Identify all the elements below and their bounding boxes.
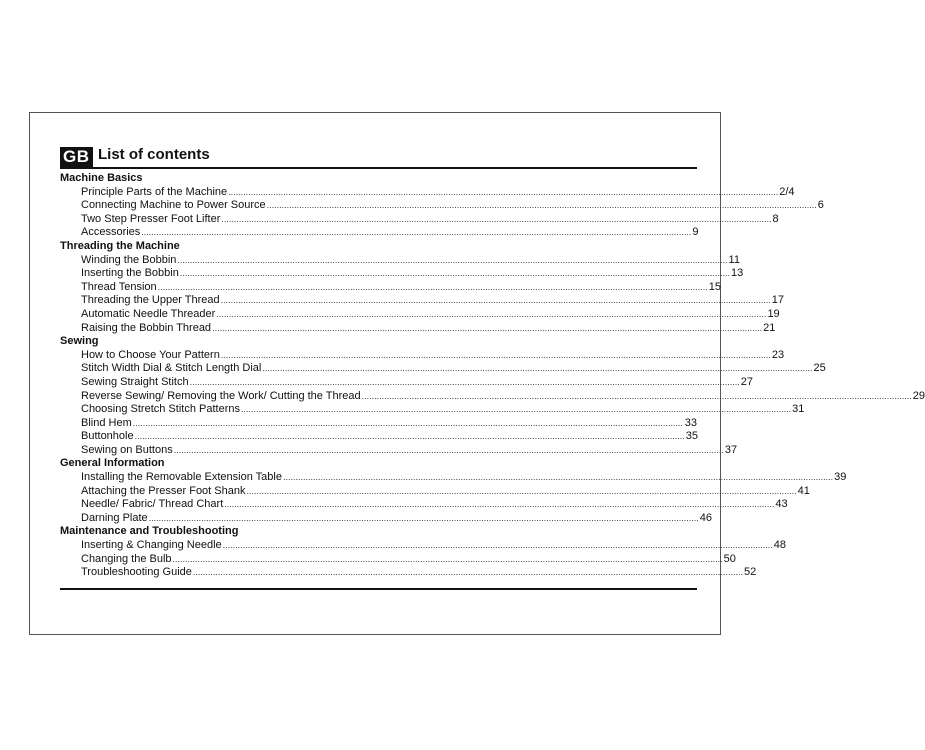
dot-leader: ............................................................................................................................................................................................................................	[192, 567, 743, 578]
toc-entry	[60, 321, 776, 336]
toc-entry	[60, 484, 810, 499]
dot-leader: ............................................................................................................................................................................................................................	[246, 485, 797, 496]
toc-entry	[60, 430, 697, 444]
entry-page-number: 8	[772, 212, 779, 225]
dot-leader: ............................................................................................................................................................................................................................	[189, 376, 740, 387]
entry-page-number: 50	[723, 552, 736, 565]
bottom-rule	[60, 588, 697, 590]
entry-label: Winding the Bobbin	[81, 253, 177, 266]
entry-page-number: 43	[775, 498, 788, 511]
entry-label: Choosing Stretch Stitch Patterns	[81, 403, 240, 416]
toc-header	[60, 145, 697, 167]
entry-label: Darning Plate	[81, 511, 148, 524]
toc-entry	[60, 471, 847, 485]
toc-entry	[60, 443, 738, 458]
dot-leader: ............................................................................................................................................................................................................................	[220, 295, 771, 306]
dot-leader: ............................................................................................................................................................................................................................	[172, 553, 723, 564]
toc-entry	[60, 375, 753, 390]
toc-entry	[60, 362, 826, 376]
entry-page-number: 52	[744, 566, 757, 579]
toc-entry	[60, 403, 805, 417]
entry-label: Installing the Removable Extension Table	[81, 471, 282, 484]
language-badge: GB	[60, 147, 93, 167]
toc-entry	[60, 280, 721, 295]
dot-leader: ............................................................................................................................................................................................................................	[222, 540, 773, 551]
section-heading: Threading the Machine	[60, 239, 180, 252]
entry-label: Blind Hem	[81, 416, 132, 429]
entry-label: Accessories	[81, 226, 141, 239]
entry-page-number: 39	[834, 471, 847, 484]
entry-label: Raising the Bobbin Thread	[81, 321, 212, 334]
toc-entry	[60, 389, 925, 404]
toc-entry	[60, 539, 787, 553]
toc-entry	[60, 498, 788, 512]
dot-leader: ............................................................................................................................................................................................................................	[282, 472, 834, 483]
toc-entry	[60, 307, 780, 322]
section-heading: Maintenance and Troubleshooting	[60, 525, 239, 538]
entry-label: Automatic Needle Threader	[81, 307, 216, 320]
dot-leader: ............................................................................................................................................................................................................................	[262, 363, 813, 374]
entry-page-number: 17	[771, 294, 784, 307]
entry-label: Inserting the Bobbin	[81, 267, 179, 280]
page-title: List of contents	[98, 146, 210, 163]
entry-page-number: 27	[740, 375, 753, 388]
toc-entry	[60, 226, 697, 240]
entry-label: Threading the Upper Thread	[81, 294, 220, 307]
dot-leader: ............................................................................................................................................................................................................................	[148, 512, 699, 523]
entry-page-number: 11	[728, 253, 740, 266]
entry-page-number: 25	[813, 362, 826, 375]
top-rule	[60, 167, 697, 169]
section-heading: General Information	[60, 457, 165, 470]
dot-leader: ............................................................................................................................................................................................................................	[179, 268, 730, 279]
dot-leader: ............................................................................................................................................................................................................................	[266, 200, 817, 211]
dot-leader: ............................................................................................................................................................................................................................	[132, 417, 683, 428]
toc-entry	[60, 199, 824, 213]
toc-entry	[60, 348, 785, 363]
entry-page-number: 46	[699, 511, 713, 524]
toc-entry	[60, 185, 795, 200]
dot-leader: ............................................................................................................................................................................................................................	[216, 308, 767, 319]
entry-page-number: 19	[767, 307, 780, 320]
entry-page-number: 41	[797, 484, 810, 497]
entry-label: Stitch Width Dial & Stitch Length Dial	[81, 362, 262, 375]
dot-leader: ............................................................................................................................................................................................................................	[177, 254, 728, 265]
entry-page-number: 23	[771, 348, 785, 361]
dot-leader: ............................................................................................................................................................................................................................	[240, 404, 792, 415]
dot-leader: ............................................................................................................................................................................................................................	[141, 227, 692, 238]
entry-label: Thread Tension	[81, 280, 157, 293]
entry-page-number: 15	[708, 280, 721, 293]
dot-leader: ............................................................................................................................................................................................................................	[173, 444, 724, 455]
entry-label: How to Choose Your Pattern	[81, 348, 220, 361]
entry-page-number: 9	[692, 226, 699, 239]
toc-entry	[60, 253, 740, 268]
entry-page-number: 13	[730, 267, 744, 280]
dot-leader: ............................................................................................................................................................................................................................	[220, 349, 771, 360]
entry-page-number: 33	[684, 416, 697, 429]
dot-leader: ............................................................................................................................................................................................................................	[224, 499, 775, 510]
entry-label: Needle/ Fabric/ Thread Chart	[81, 498, 224, 511]
toc-entry	[60, 212, 779, 227]
entry-label: Buttonhole	[81, 430, 134, 443]
entry-label: Inserting & Changing Needle	[81, 539, 222, 552]
toc-entry	[60, 267, 744, 281]
entry-label: Reverse Sewing/ Removing the Work/ Cutting the Thread	[81, 389, 361, 402]
entry-page-number: 21	[763, 321, 776, 334]
entry-page-number: 35	[685, 430, 698, 443]
section-heading: Sewing	[60, 335, 99, 348]
entry-label: Sewing on Buttons	[81, 443, 173, 456]
toc-entry	[60, 566, 757, 580]
entry-label: Troubleshooting Guide	[81, 566, 192, 579]
toc-entry	[60, 511, 713, 526]
dot-leader: ............................................................................................................................................................................................................................	[228, 186, 779, 197]
entry-page-number: 37	[724, 443, 738, 456]
dot-leader: ............................................................................................................................................................................................................................	[221, 213, 772, 224]
entry-label: Two Step Presser Foot Lifter	[81, 212, 221, 225]
entry-label: Changing the Bulb	[81, 552, 172, 565]
entry-page-number: 29	[912, 389, 925, 402]
dot-leader: ............................................................................................................................................................................................................................	[212, 322, 763, 333]
toc-entry	[60, 294, 784, 308]
dot-leader: ............................................................................................................................................................................................................................	[134, 431, 685, 442]
toc-entry	[60, 417, 697, 431]
toc-entry	[60, 552, 736, 567]
entry-label: Connecting Machine to Power Source	[81, 199, 266, 212]
entry-label: Attaching the Presser Foot Shank	[81, 484, 246, 497]
entry-page-number: 48	[773, 539, 787, 552]
dot-leader: ............................................................................................................................................................................................................................	[157, 281, 708, 292]
entry-page-number: 6	[817, 199, 824, 212]
entry-page-number: 2/4	[779, 185, 795, 198]
entry-page-number: 31	[792, 403, 805, 416]
entry-label: Sewing Straight Stitch	[81, 375, 189, 388]
section-heading: Machine Basics	[60, 172, 143, 184]
table-of-contents	[60, 172, 925, 580]
dot-leader: ............................................................................................................................................................................................................................	[361, 390, 912, 401]
entry-label: Principle Parts of the Machine	[81, 185, 228, 198]
